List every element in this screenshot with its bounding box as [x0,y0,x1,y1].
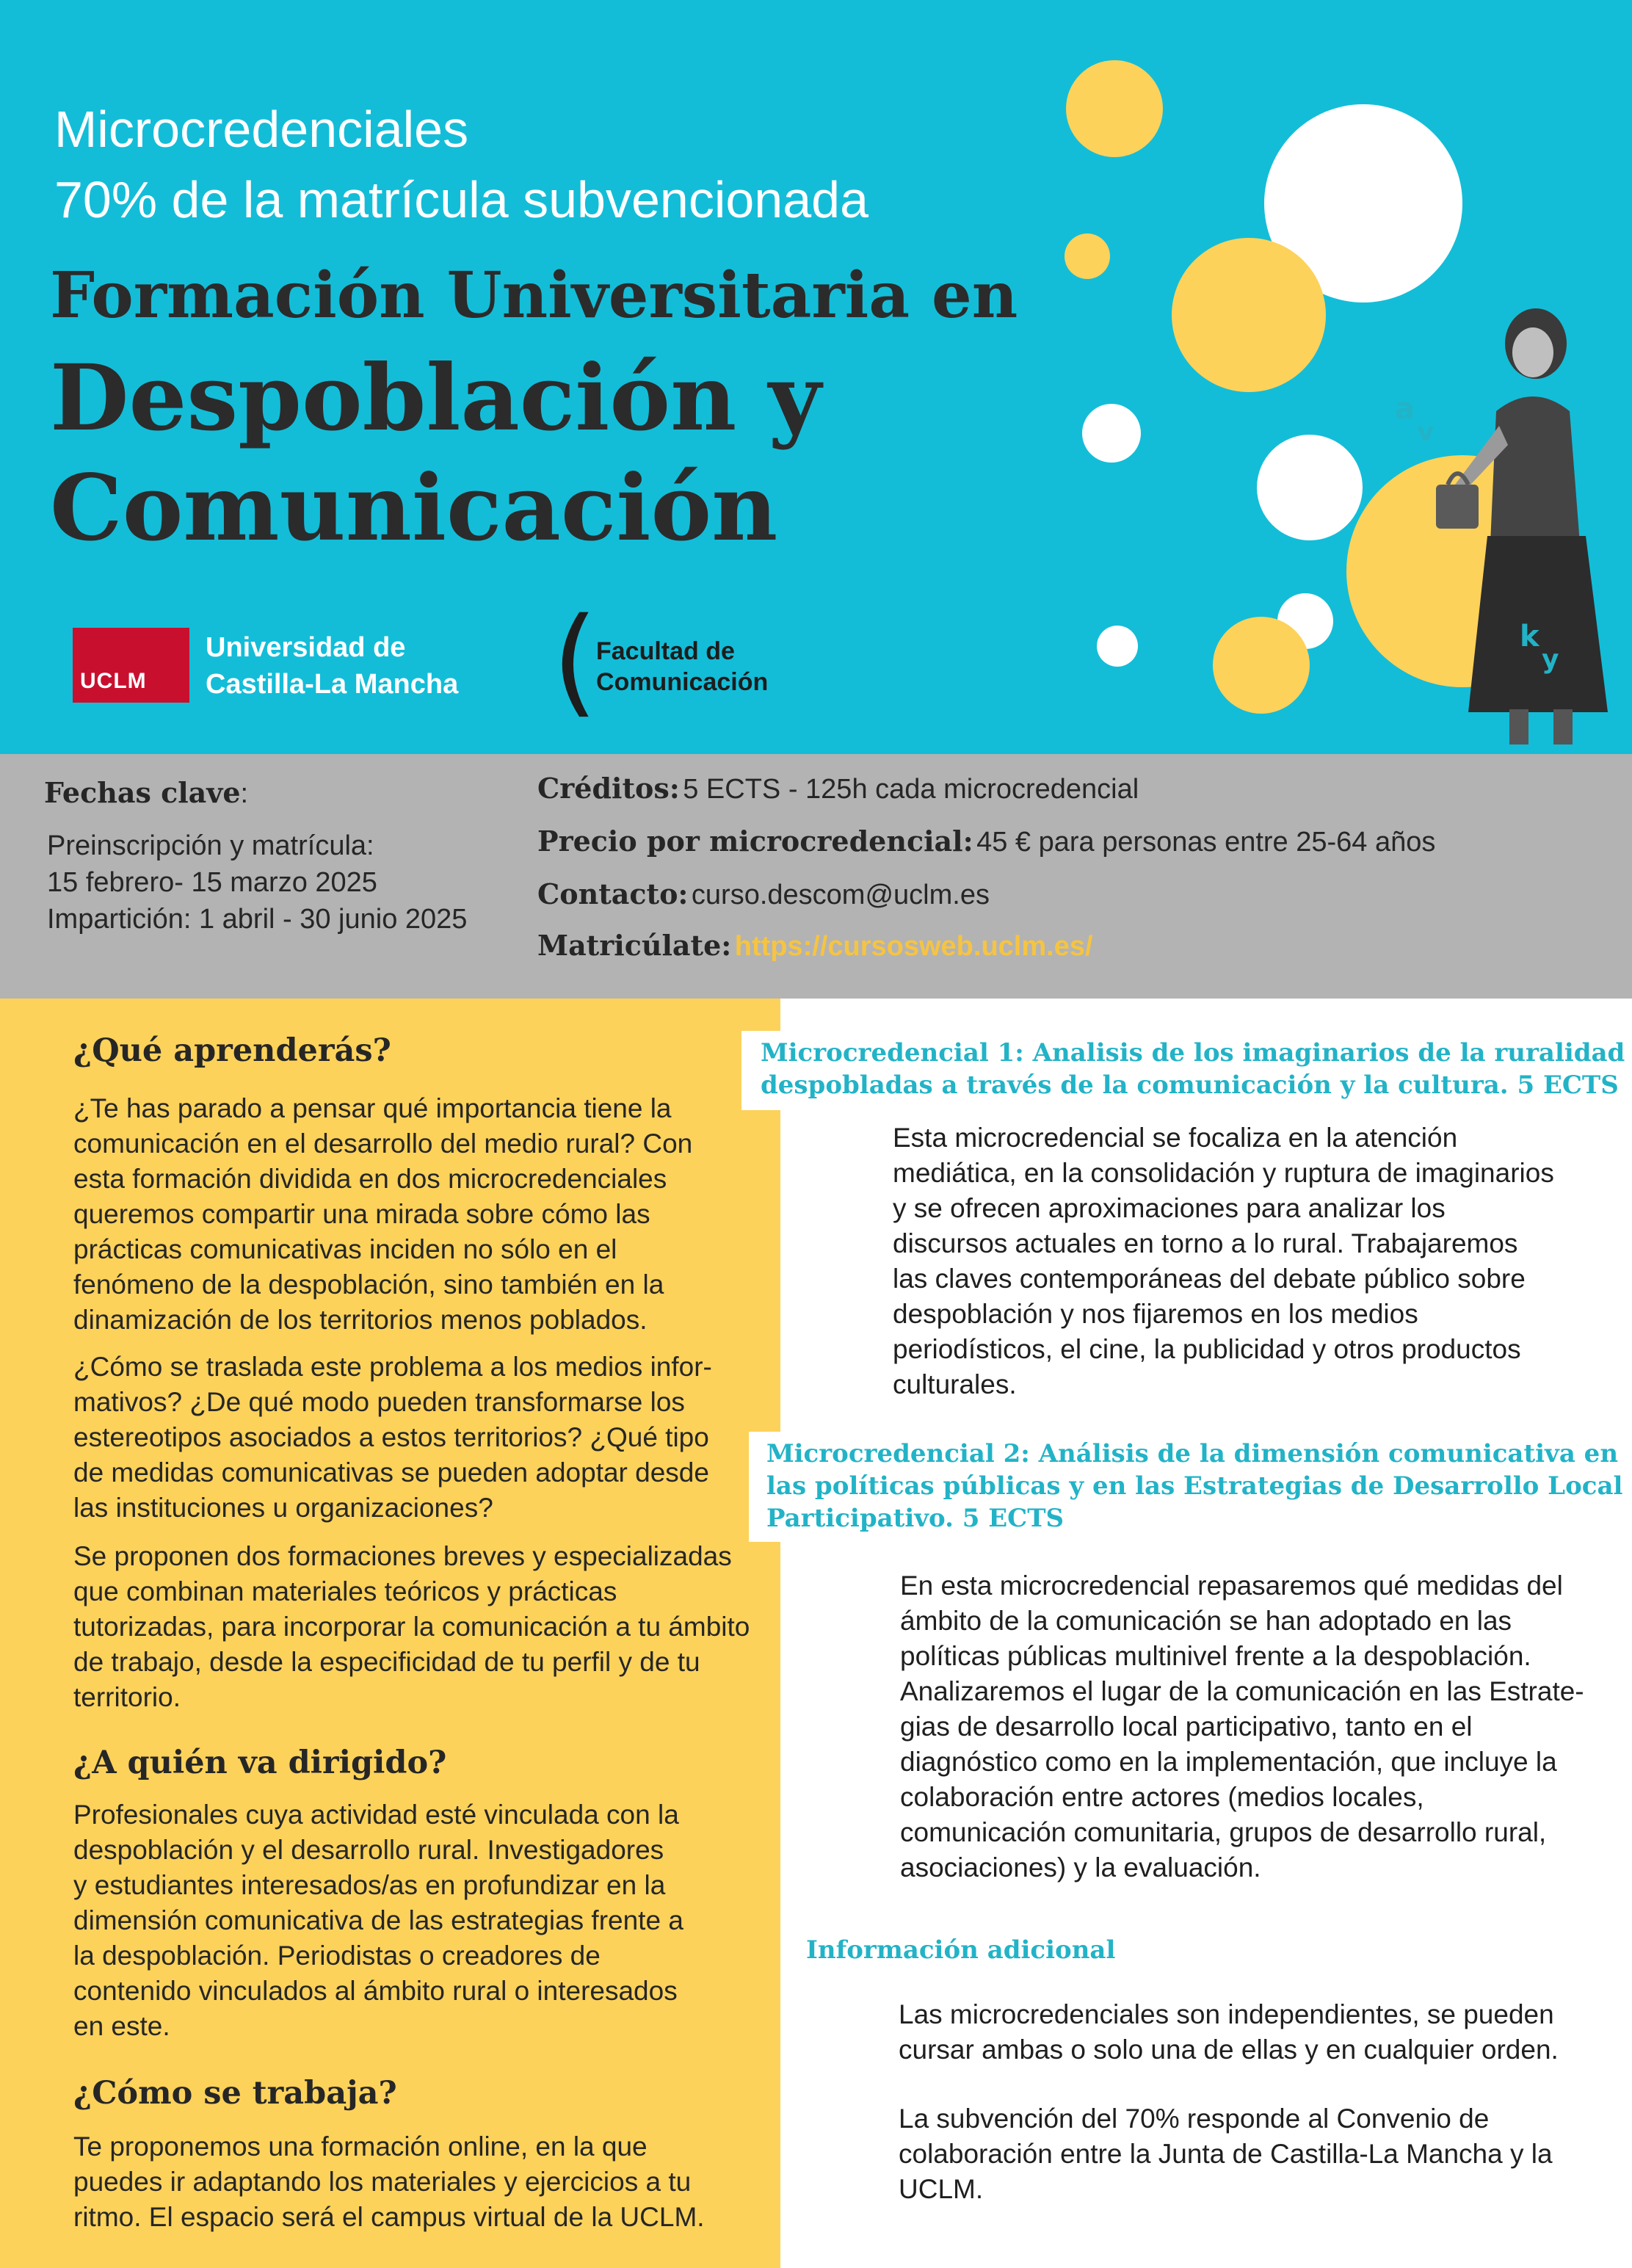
svg-text:v: v [1417,417,1435,447]
decorative-circle [1066,60,1163,157]
uclm-logo-text: UCLM [80,669,147,693]
contact-row [537,877,990,911]
faculty-logo-bracket-icon: ( [552,592,598,729]
credits-row [537,772,1139,805]
preregistration-dates: 15 febrero- 15 marzo 2025 [47,867,377,898]
preregistration-label: Preinscripción y matrícula: [47,830,374,861]
woman-figure-image [1366,301,1632,754]
header-banner [0,0,1632,754]
decorative-circle [1257,435,1363,540]
method-paragraph: Te proponemos una formación online, en la que puedes ir adaptando los materiales y ejercicios a tu ritmo. El espacio será el campus virtual de la UCLM. [73,2131,705,2232]
contact-label: Contacto: [537,877,689,910]
faculty-name-line-1: Facultad de [596,637,735,665]
price-label: Precio por microcredencial: [537,825,973,858]
key-dates-heading: Fechas clave: [44,776,249,809]
decorative-circle [1065,233,1110,279]
learn-paragraph-3: Se proponen dos formaciones breves y especializadas que combinan materiales teóricos y prácticas tutorizadas, para incorporar la comunicación a tu ámbito de trabajo, desde la especificidad de tu perfil y de tu territorio. [73,1541,750,1712]
price-value: 45 € para personas entre 25-64 años [976,827,1436,858]
title-line-1: Formación Universitaria en [50,258,1018,333]
enroll-link[interactable]: https://cursosweb.uclm.es/ [734,931,1093,962]
additional-info-heading: Información adicional [806,1935,1116,1965]
audience-heading: ¿A quién va dirigido? [73,1745,447,1781]
credits-value: 5 ECTS - 125h cada microcredencial [683,774,1139,805]
method-heading: ¿Cómo se trabaja? [73,2075,397,2112]
decorative-circle [1213,617,1310,714]
enroll-label: Matricúlate: [537,929,732,962]
uclm-logo [73,628,189,703]
microcredential-1-title-box [741,1031,1625,1110]
svg-text:a: a [1395,392,1415,426]
learn-paragraph-2: ¿Cómo se traslada este problema a los medios infor- mativos? ¿De qué modo pueden transformarse los estereotipos asociados a estos territorios? ¿Qué tipo de medidas comunicativas se pueden adoptar desde las instituciones u organizaciones? [73,1352,712,1523]
teaching-dates: Impartición: 1 abril - 30 junio 2025 [47,904,468,935]
title-line-3: Comunicación [50,455,778,562]
microcredential-1-body: Esta microcredencial se focaliza en la atención mediática, en la consolidación y ruptura de imaginarios y se ofrecen aproximaciones para analizar los discursos actuales en torno a lo rural. Trabajaremos las claves contemporáneas del debate público sobre despoblación y nos fijaremos en los medios periodísticos, el cine, la publicidad y otros productos culturales. [893,1123,1554,1399]
additional-info-paragraph-2: La subvención del 70% responde al Convenio de colaboración entre la Junta de Castilla-La Mancha y la UCLM. [899,2104,1553,2204]
university-name-line-2: Castilla-La Mancha [206,669,459,700]
microcredential-1-title: Microcredencial 1: Analisis de los imaginarios de la ruralidad despobladas a través de la comunicación y la cultura. 5 ECTS [761,1038,1625,1100]
microcredential-2-title: Microcredencial 2: Análisis de la dimensión comunicativa en las políticas públicas y en las Estrategias de Desarrollo Local Participativo. 5 ECTS [766,1439,1623,1533]
svg-text:k: k [1520,620,1539,653]
faculty-name-line-2: Comunicación [596,668,769,696]
enroll-row [537,929,1093,963]
svg-text:y: y [1542,645,1559,675]
contact-email[interactable]: curso.descom@uclm.es [691,880,990,910]
additional-info-paragraph-1: Las microcredenciales son independientes, se pueden cursar ambas o solo una de ellas y en cualquier orden. [899,1999,1559,2065]
decorative-circle [1082,404,1141,463]
audience-paragraph: Profesionales cuya actividad esté vinculada con la despoblación y el desarrollo rural. Investigadores y estudiantes interesados/as en profundizar en la dimensión comunicativa de las estrategias frente a la despoblación. Periodistas o creadores de contenido vinculados al ámbito rural o interesados en este. [73,1800,683,2041]
credits-label: Créditos: [537,772,680,805]
decorative-circle [1097,626,1138,667]
decorative-circle [1172,238,1326,392]
microcredential-2-title-box [749,1432,1623,1542]
subtitle-line-1: Microcredenciales [54,101,469,158]
price-row [537,825,1435,858]
subtitle-line-2: 70% de la matrícula subvencionada [54,171,869,228]
university-name-line-1: Universidad de [206,632,406,663]
key-info-band [0,754,1632,999]
title-line-2: Despoblación y [50,345,822,452]
learn-heading: ¿Qué aprenderás? [73,1032,391,1069]
microcredential-2-body: En esta microcredencial repasaremos qué medidas del ámbito de la comunicación se han adoptado en las políticas públicas multinivel frente a la despoblación. Analizaremos el lugar de la comunicación en las Estrate- gias de desarrollo local participativo, tanto en el diagnóstico como en la implementación, que incluye la colaboración entre actores (medios locales, comunicación comunitaria, grupos de desarrollo rural, asociaciones) y la evaluación. [900,1570,1584,1883]
learn-paragraph-1: ¿Te has parado a pensar qué importancia tiene la comunicación en el desarrollo del medio rural? Con esta formación dividida en dos microcredenciales queremos compartir una mirada sobre cómo las prácticas comunicativas inciden no sólo en el fenómeno de la despoblación, sino también en la dinamización de los territorios menos poblados. [73,1093,693,1335]
